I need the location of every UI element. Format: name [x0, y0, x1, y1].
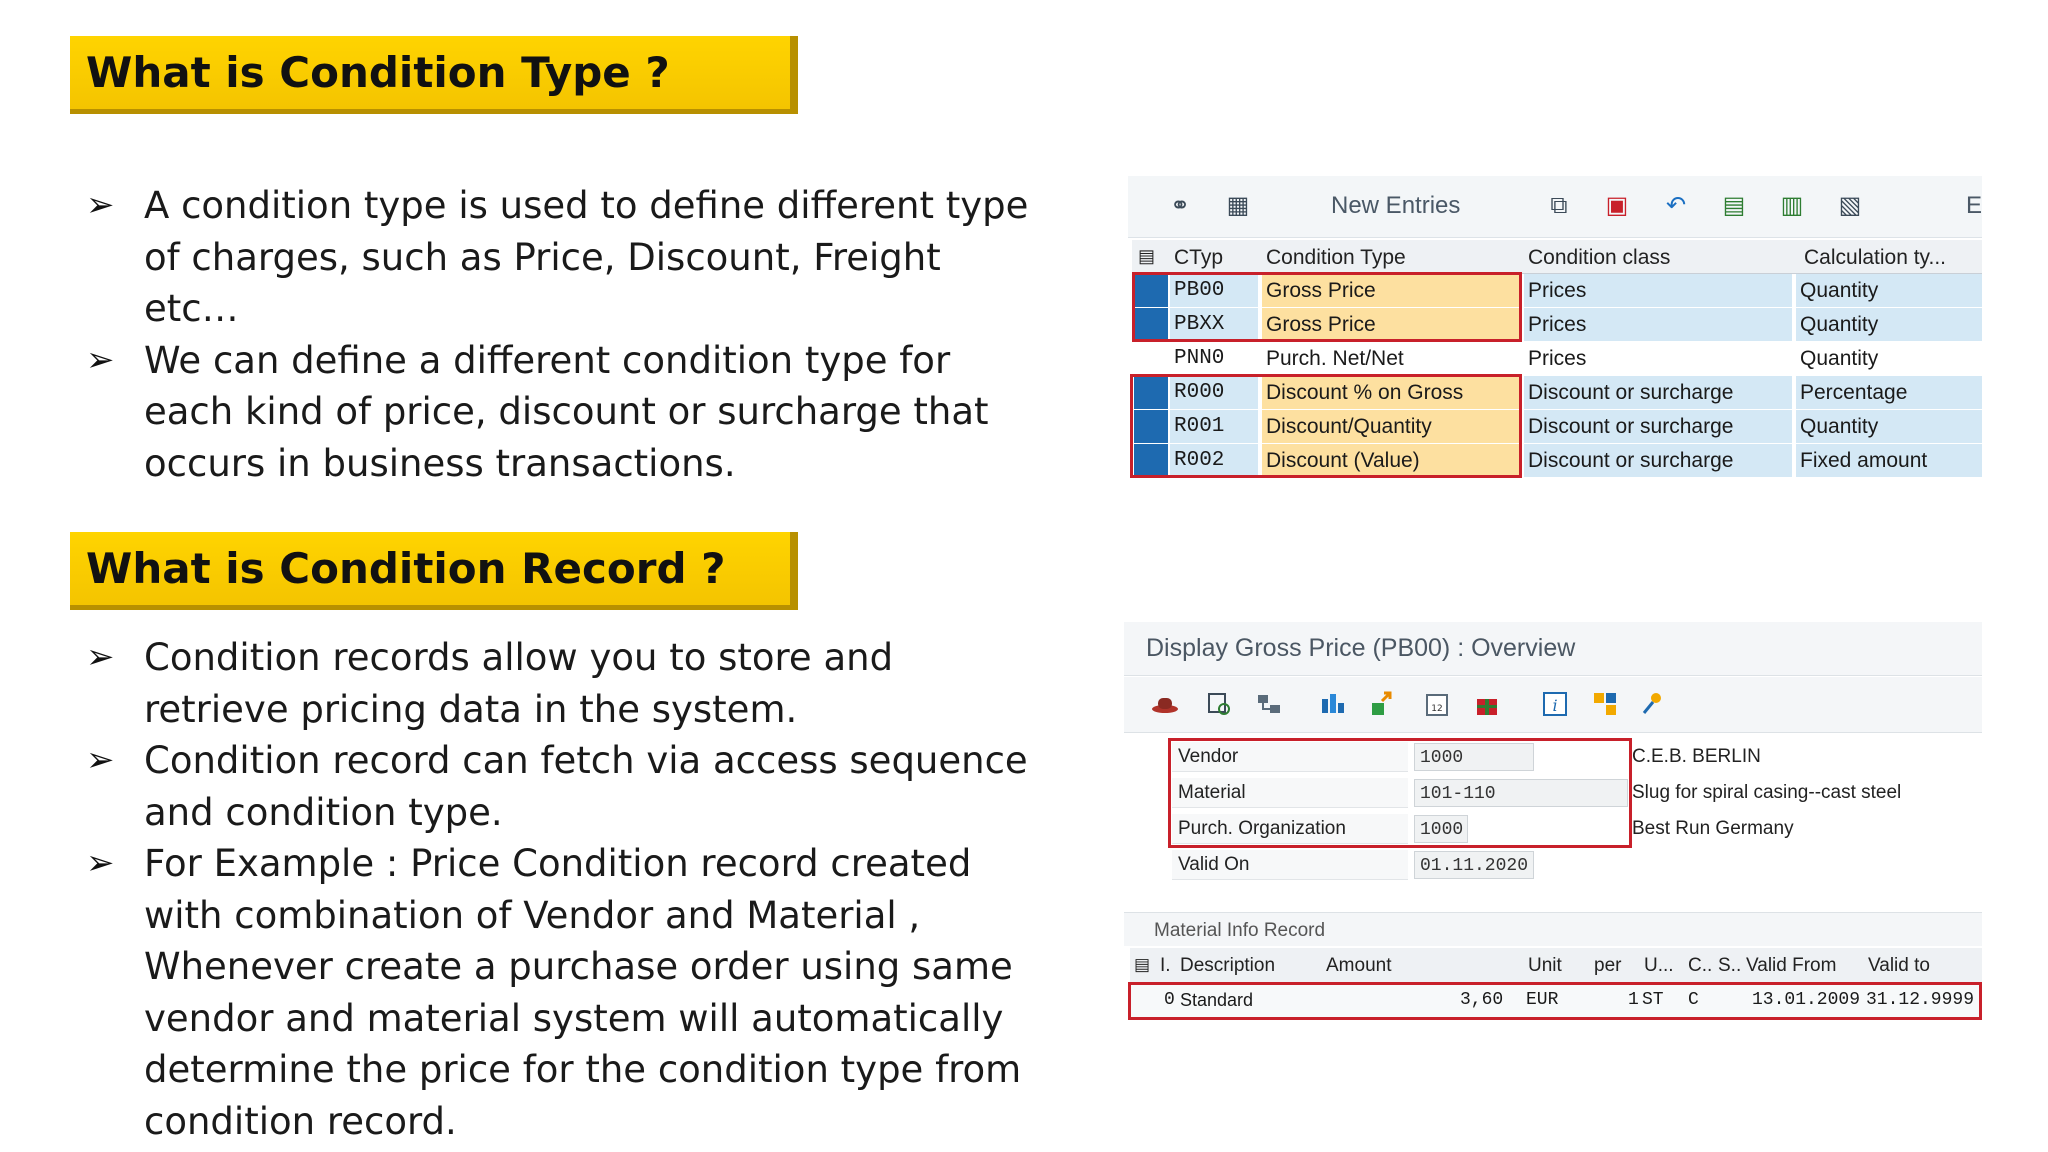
calendar-icon[interactable] [1422, 689, 1452, 719]
heading-condition-type: What is Condition Type ? [70, 36, 798, 114]
sap-condition-record-screenshot [1124, 622, 1982, 1032]
table-change-icon[interactable]: ▦ [1226, 192, 1250, 219]
col-header-ctyp[interactable]: CTyp [1174, 246, 1224, 269]
export-icon[interactable] [1368, 689, 1398, 719]
vendor-label: Vendor [1172, 742, 1408, 772]
sap-icon-toolbar [1124, 677, 1982, 733]
col-header-valid-to[interactable]: Valid to [1868, 955, 1930, 976]
svg-text:i: i [1552, 696, 1558, 715]
col-header-condition-class[interactable]: Condition class [1528, 246, 1671, 269]
new-entries-button[interactable]: New Entries [1331, 192, 1461, 219]
bullet-item [86, 735, 1046, 838]
table-settings-icon[interactable]: ▤ [1138, 246, 1156, 266]
col-header-condition-type[interactable]: Condition Type [1266, 246, 1406, 269]
col-header-status[interactable]: S.. [1718, 955, 1742, 976]
purch-org-field[interactable]: 1000 [1414, 815, 1468, 843]
col-header-valid-from[interactable]: Valid From [1746, 955, 1837, 976]
cell-calculation-type: Quantity [1796, 308, 1982, 341]
col-header-per[interactable]: per [1594, 955, 1622, 976]
arrow-bullet-icon: ➢ [86, 339, 115, 380]
undo-icon[interactable]: ↶ [1665, 192, 1687, 219]
cell-ctyp: R001 [1170, 410, 1258, 443]
sap-condition-types-screenshot [1124, 172, 1982, 480]
key-icon[interactable] [1638, 689, 1668, 719]
purch-org-label: Purch. Organization [1172, 814, 1408, 844]
cell-calculation-type: Quantity [1796, 274, 1982, 307]
bullet-text: We can define a different condition type for each kind of price, discount or surcharge that occurs in business transactions. [144, 338, 989, 485]
col-header-index[interactable]: I. [1160, 955, 1171, 976]
cell-ctyp: PBXX [1170, 308, 1258, 341]
arrow-bullet-icon: ➢ [86, 185, 115, 225]
cell-ctyp: PNN0 [1170, 342, 1258, 375]
sap-toolbar [1128, 176, 1982, 238]
col-header-amount[interactable]: Amount [1326, 955, 1392, 976]
table-header [1132, 240, 1982, 274]
cell-per[interactable]: 1 [1628, 990, 1639, 1010]
hierarchy-icon[interactable] [1254, 689, 1284, 719]
cell-calc: C [1688, 990, 1699, 1010]
col-header-calc[interactable]: C.. [1688, 955, 1713, 976]
cell-condition-class: Discount or surcharge [1524, 376, 1792, 409]
col-header-uom[interactable]: U... [1644, 955, 1674, 976]
record-table-header [1130, 948, 1982, 982]
cell-ctyp: R002 [1170, 444, 1258, 477]
arrow-bullet-icon: ➢ [86, 740, 115, 780]
bullet-item [86, 180, 1046, 335]
screen-title: Display Gross Price (PB00) : Overview [1124, 622, 1982, 676]
cell-valid-to[interactable]: 31.12.9999 [1866, 990, 1975, 1010]
delete-icon[interactable]: ▣ [1605, 192, 1629, 219]
toolbar-cut-label: E [1966, 192, 1982, 219]
highlight-box-discounts [1130, 374, 1522, 478]
cell-calculation-type: Quantity [1796, 410, 1982, 443]
cell-ctyp: R000 [1170, 376, 1258, 409]
gift-icon[interactable] [1472, 689, 1502, 719]
cell-calculation-type: Percentage [1796, 376, 1982, 409]
bullet-text: Condition record can fetch via access sequence and condition type. [144, 739, 1028, 834]
layout-icon[interactable] [1590, 689, 1620, 719]
chart-icon[interactable] [1318, 689, 1348, 719]
table-settings-icon[interactable]: ▤ [1134, 955, 1151, 974]
bullet-item [86, 335, 1046, 490]
vendor-field[interactable]: 1000 [1414, 743, 1534, 771]
purch-org-description: Best Run Germany [1632, 818, 1794, 839]
cell-calculation-type: Fixed amount [1796, 444, 1982, 477]
select-all-icon[interactable]: ▤ [1722, 192, 1746, 219]
cell-condition-class: Prices [1524, 342, 1792, 375]
bullet-item [86, 632, 1046, 735]
cell-amount[interactable]: 3,60 [1460, 990, 1504, 1010]
cell-calculation-type: Quantity [1796, 342, 1982, 375]
valid-on-label: Valid On [1172, 850, 1408, 880]
vendor-description: C.E.B. BERLIN [1632, 746, 1761, 767]
cell-condition-type: Gross Price [1262, 308, 1520, 341]
cell-index: 0 [1164, 990, 1175, 1010]
col-header-unit[interactable]: Unit [1528, 955, 1562, 976]
cell-condition-type: Discount/Quantity [1262, 410, 1520, 443]
bullet-text: For Example : Price Condition record created with combination of Vendor and Material , Whenever create a purchase order using same vendor and material system will automatically determine the price for the condition type from condition record. [144, 842, 1022, 1143]
deselect-all-icon[interactable]: ▧ [1838, 192, 1862, 219]
copy-icon[interactable]: ⧉ [1550, 192, 1568, 219]
change-display-icon[interactable] [1204, 689, 1234, 719]
cell-condition-type: Discount % on Gross [1262, 376, 1520, 409]
cell-description: Standard [1180, 990, 1254, 1010]
arrow-bullet-icon: ➢ [86, 637, 115, 677]
condition-type-bullets [86, 180, 1046, 489]
cell-valid-from[interactable]: 13.01.2009 [1752, 990, 1861, 1010]
svg-text:12: 12 [1431, 704, 1443, 714]
table-row[interactable] [1132, 342, 1982, 376]
valid-on-field[interactable]: 01.11.2020 [1414, 851, 1534, 879]
col-header-description[interactable]: Description [1180, 955, 1276, 976]
cell-ctyp: PB00 [1170, 274, 1258, 307]
material-label: Material [1172, 778, 1408, 808]
material-info-record-label: Material Info Record [1124, 912, 1982, 946]
cell-condition-type: Gross Price [1262, 274, 1520, 307]
cell-unit[interactable]: EUR [1526, 990, 1559, 1010]
cell-condition-class: Discount or surcharge [1524, 444, 1792, 477]
material-description: Slug for spiral casing--cast steel [1632, 782, 1902, 803]
info-icon[interactable] [1540, 689, 1570, 719]
bullet-text: Condition records allow you to store and retrieve pricing data in the system. [144, 636, 894, 731]
bullet-item [86, 838, 1046, 1147]
cell-condition-class: Prices [1524, 308, 1792, 341]
cell-condition-class: Prices [1524, 274, 1792, 307]
cell-condition-type: Purch. Net/Net [1262, 342, 1520, 375]
select-block-icon[interactable]: ▥ [1780, 192, 1804, 219]
material-field[interactable]: 101-110 [1414, 779, 1628, 807]
glasses-display-icon[interactable]: ⚭ [1169, 192, 1191, 219]
highlight-box-record-row [1128, 982, 1982, 1020]
highlight-box-prices [1132, 272, 1522, 342]
cell-condition-type: Discount (Value) [1262, 444, 1520, 477]
cell-condition-class: Discount or surcharge [1524, 410, 1792, 443]
bullet-text: A condition type is used to define different type of charges, such as Price, Discount, Freight etc… [144, 184, 1029, 330]
arrow-bullet-icon: ➢ [86, 843, 115, 883]
cell-uom[interactable]: ST [1642, 990, 1664, 1010]
hat-icon[interactable] [1150, 689, 1180, 719]
highlight-box-key-fields [1168, 738, 1632, 848]
condition-record-bullets [86, 632, 1046, 1147]
col-header-calculation-type[interactable]: Calculation ty... [1804, 246, 1947, 269]
heading-condition-record: What is Condition Record ? [70, 532, 798, 610]
